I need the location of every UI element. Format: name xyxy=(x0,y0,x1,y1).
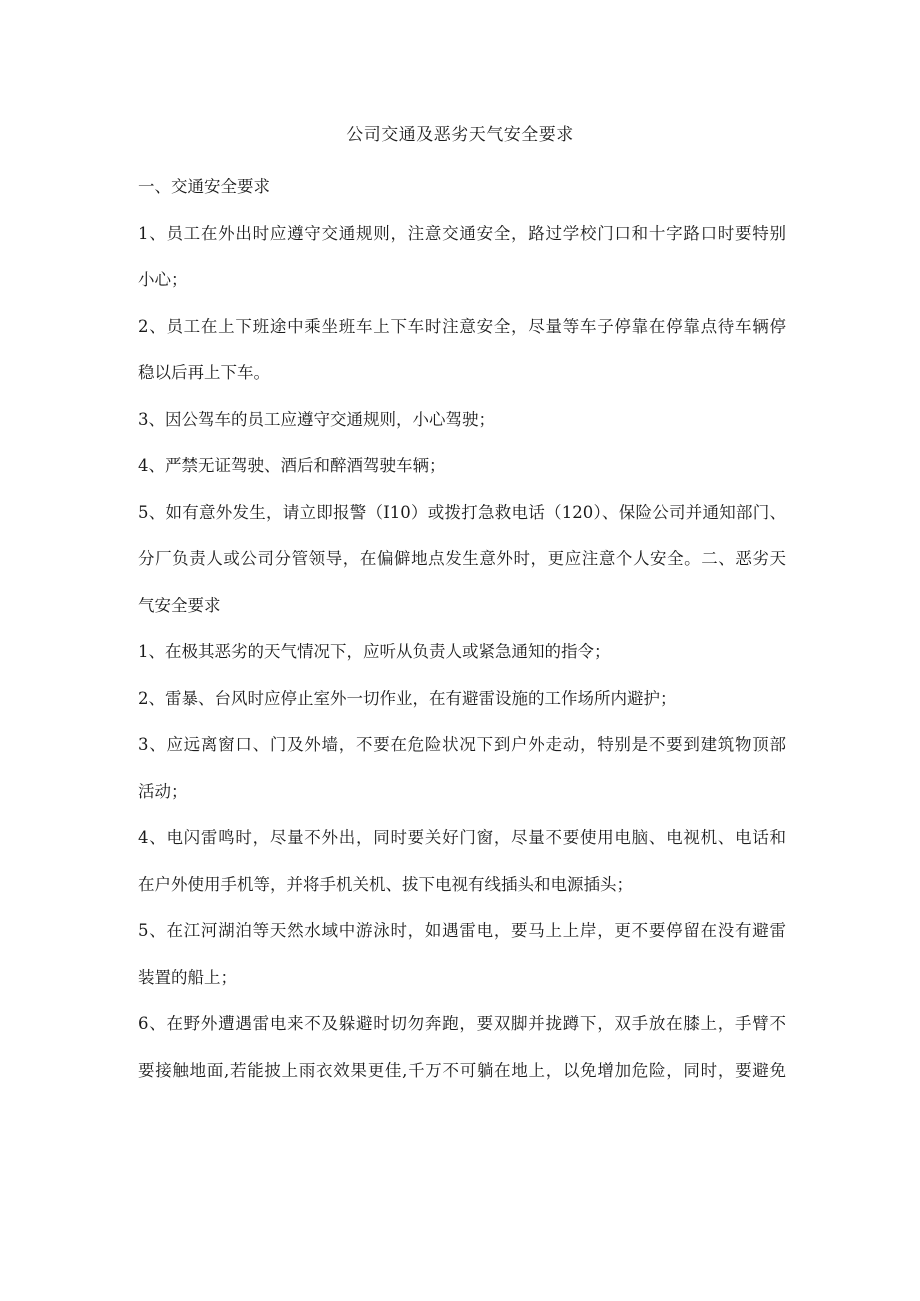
paragraph-line: 2、员工在上下班途中乘坐班车上下车时注意安全，尽量等车子停靠在停靠点待车辆停 xyxy=(138,316,786,336)
paragraph-line: 装置的船上； xyxy=(138,967,237,987)
paragraph-line: 1、员工在外出时应遵守交通规则，注意交通安全，路过学校门口和十字路口时要特别 xyxy=(138,223,786,243)
paragraph-line: 气安全要求 xyxy=(138,595,221,615)
paragraph-line: 4、电闪雷鸣时，尽量不外出，同时要关好门窗，尽量不要使用电脑、电视机、电话和 xyxy=(138,828,786,847)
paragraph-line: 6、在野外遭遇雷电来不及躲避时切勿奔跑，要双脚并拢蹲下，双手放在膝上，手臂不 xyxy=(138,1014,786,1033)
section-heading-traffic: 一、交通安全要求 xyxy=(138,177,270,196)
paragraph-line: 1、在极其恶劣的天气情况下，应听从负责人或紧急通知的指令； xyxy=(138,642,611,661)
paragraph-line: 小心； xyxy=(138,270,188,289)
paragraph-line: 5、如有意外发生，请立即报警（I10）或拨打急救电话（120）、保险公司并通知部门、 xyxy=(138,502,786,522)
paragraph-line: 活动； xyxy=(138,781,188,801)
paragraph-line: 在户外使用手机等，并将手机关机、拔下电视有线插头和电源插头； xyxy=(138,874,633,894)
document-title: 公司交通及恶劣天气安全要求 xyxy=(346,125,574,145)
paragraph-line: 分厂负责人或公司分管领导，在偏僻地点发生意外时，更应注意个人安全。二、恶劣天 xyxy=(138,549,786,568)
document-body xyxy=(138,172,786,1102)
paragraph-line: 5、在江河湖泊等天然水域中游泳时，如遇雷电，要马上上岸，更不要停留在没有避雷 xyxy=(138,921,786,940)
paragraph-line: 4、严禁无证驾驶、酒后和醉酒驾驶车辆； xyxy=(138,456,446,475)
paragraph-line: 2、雷暴、台风时应停止室外一切作业，在有避雷设施的工作场所内避护； xyxy=(138,688,677,708)
paragraph-line: 要接触地面,若能披上雨衣效果更佳,千万不可躺在地上，以免增加危险，同时，要避免 xyxy=(138,1060,786,1080)
paragraph-line: 3、因公驾车的员工应遵守交通规则，小心驾驶； xyxy=(138,409,495,429)
paragraph-line: 稳以后再上下车。 xyxy=(138,363,270,382)
paragraph-line: 3、应远离窗口、门及外墙，不要在危险状况下到户外走动，特别是不要到建筑物顶部 xyxy=(138,735,786,754)
